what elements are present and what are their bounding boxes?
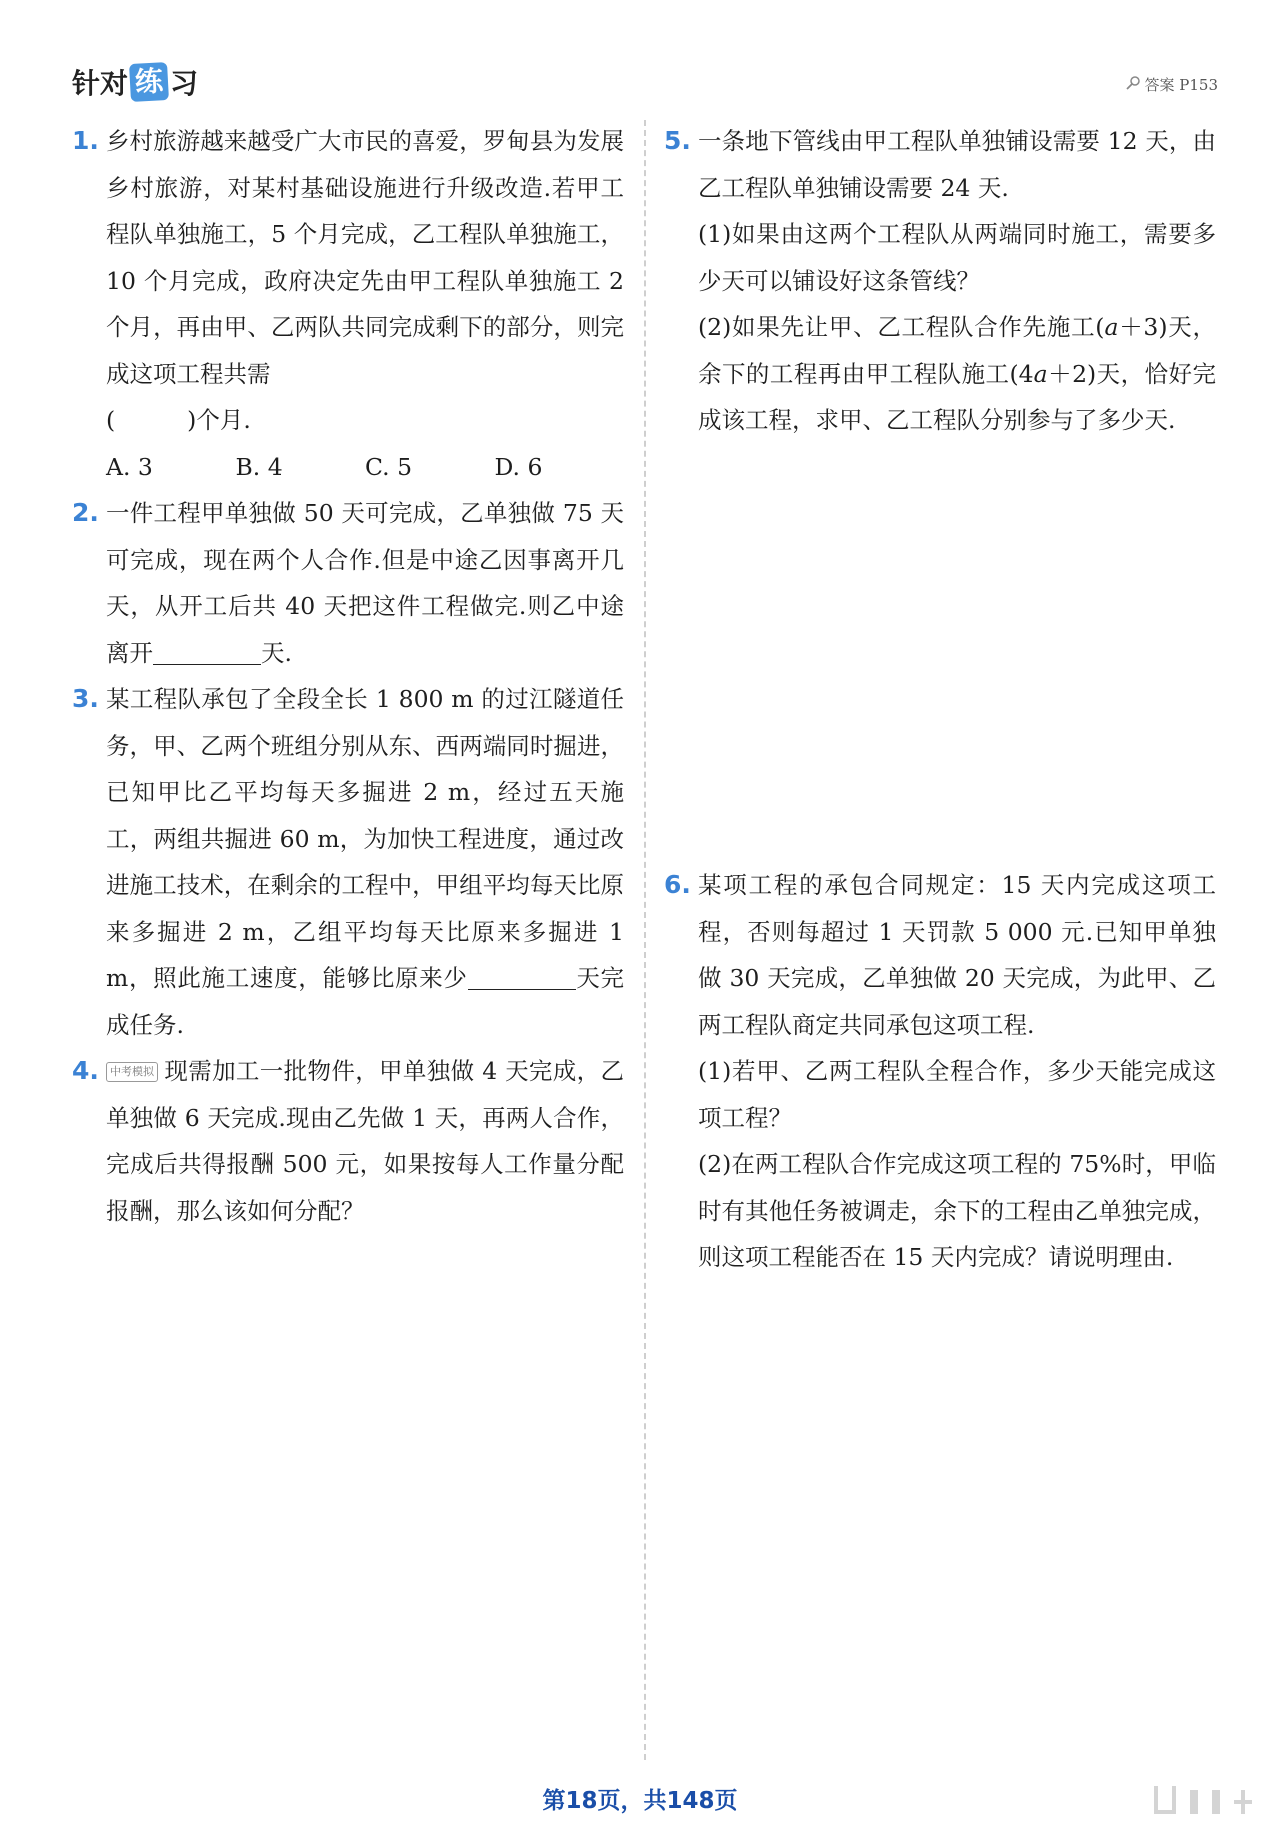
variable-a: a	[1033, 359, 1048, 388]
part-2-text: ＋3)天，余下的工程再由甲工程队施工(4	[698, 313, 1216, 388]
question-5	[664, 118, 1216, 444]
title-highlight: 练	[129, 62, 169, 102]
question-text-end: 天完成任务.	[106, 964, 625, 1039]
question-text: 一件工程甲单独做 50 天可完成，乙单独做 75 天可完成，现在两个人合作.但是中途乙因事离开几天，从开工后共 40 天把这件工程做完.则乙中途离开	[106, 499, 624, 667]
paren-close: )个月.	[187, 406, 251, 434]
option-c: C. 5	[365, 452, 413, 481]
magnifier-icon	[1125, 75, 1141, 95]
question-text: 乡村旅游越来越受广大市民的喜爱，罗甸县为发展乡村旅游，对某村基础设施进行升级改造.若甲工程队单独施工，5 个月完成，乙工程队单独施工，10 个月完成，政府决定先由甲工程队单独施工 2 个月，再由甲、乙两队共同完成剩下的部分，则完成这项工程共需	[106, 127, 624, 388]
question-text: 某工程队承包了全段全长 1 800 m 的过江隧道任务，甲、乙两个班组分别从东、西两端同时掘进，已知甲比乙平均每天多掘进 2 m，经过五天施工，两组共掘进 60 m，为加快工程进度，通过改进施工技术，在剩余的工程中，甲组平均每天比原来多掘进 2 m，乙组平均每天比原来多掘进 1 m，照此施工速度，能够比原来少	[106, 685, 624, 992]
question-text: 某项工程的承包合同规定：15 天内完成这项工程，否则每超过 1 天罚款 5 000 元.已知甲单独做 30 天完成，乙单独做 20 天完成，为此甲、乙两工程队商定共同承包这项工程.	[698, 871, 1216, 1039]
part-2-text: ＋2)天，恰好完成该工程，求甲、乙工程队分别参与了多少天.	[698, 359, 1216, 434]
question-text: 一条地下管线由甲工程队单独铺设需要 12 天，由乙工程队单独铺设需要 24 天.	[698, 127, 1216, 202]
question-text-end: 天.	[261, 638, 292, 667]
answer-options	[106, 444, 624, 491]
exam-tag: 中考模拟	[106, 1062, 158, 1082]
bar-icon	[1212, 1790, 1220, 1814]
bar-icon	[1190, 1790, 1198, 1814]
viewer-controls	[1154, 1786, 1252, 1814]
paren-open: (	[106, 406, 116, 434]
column-divider	[644, 120, 646, 1760]
question-text: 现需加工一批物件，甲单独做 4 天完成，乙单独做 6 天完成.现由乙先做 1 天，再两人合作，完成后共得报酬 500 元，如果按每人工作量分配报酬，那么该如何分配？	[106, 1057, 624, 1225]
answer-blank	[468, 963, 576, 990]
title-post: 习	[170, 67, 199, 100]
question-number: 6.	[664, 870, 691, 899]
question-number: 3.	[72, 684, 99, 713]
question-3	[72, 676, 624, 1048]
variable-a: a	[1104, 313, 1119, 341]
answer-reference	[1125, 74, 1219, 95]
question-number: 5.	[664, 126, 691, 155]
question-1	[72, 118, 624, 490]
option-a: A. 3	[106, 452, 153, 481]
option-b: B. 4	[235, 452, 283, 481]
question-part-2: (2)在两工程队合作完成这项工程的 75%时，甲临时有其他任务被调走，余下的工程由乙单独完成，则这项工程能否在 15 天内完成？请说明理由.	[698, 1150, 1216, 1271]
question-number: 1.	[72, 126, 99, 155]
question-2	[72, 490, 624, 676]
question-part-1: (1)若甲、乙两工程队全程合作，多少天能完成这项工程？	[698, 1057, 1216, 1132]
part-2-text: (2)如果先让甲、乙工程队合作先施工(	[698, 313, 1105, 341]
question-part-1: (1)如果由这两个工程队从两端同时施工，需要多少天可以铺设好这条管线？	[698, 220, 1216, 295]
page-indicator: 第18页，共148页	[542, 1788, 738, 1814]
bracket-icon	[1154, 1786, 1176, 1814]
question-number: 2.	[72, 498, 99, 527]
title-pre: 针对	[72, 67, 129, 100]
question-4	[72, 1048, 624, 1234]
question-number: 4.	[72, 1056, 99, 1085]
question-6	[664, 862, 1216, 1281]
plus-icon	[1234, 1790, 1252, 1814]
question-part-2	[698, 304, 1216, 444]
option-d: D. 6	[494, 452, 543, 481]
section-title	[72, 62, 198, 102]
answer-blank	[153, 638, 261, 665]
answer-ref-text: 答案 P153	[1144, 76, 1218, 94]
